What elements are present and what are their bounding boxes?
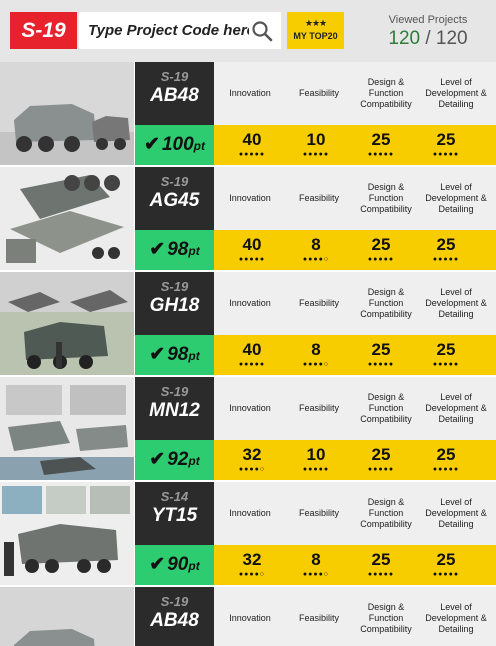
criterion-score <box>345 230 417 270</box>
criterion-score <box>280 335 352 375</box>
criteria-scores <box>214 545 496 585</box>
search-box <box>79 12 281 49</box>
criterion-label: Level of Development & Detailing <box>425 287 487 319</box>
project-row[interactable] <box>0 62 496 165</box>
viewed-projects-title: Viewed Projects <box>388 14 468 26</box>
criterion-score-value: 40 <box>242 130 262 149</box>
rating-dots: ●●●●● <box>238 361 266 368</box>
project-code: YT15 <box>151 505 198 526</box>
criterion-score <box>280 545 352 585</box>
criteria-scores <box>214 335 496 375</box>
criterion-score <box>216 335 288 375</box>
project-thumbnail[interactable] <box>0 482 134 585</box>
criterion-label: Level of Development & Detailing <box>425 497 487 529</box>
series-logo[interactable]: S-19 <box>10 12 77 49</box>
check-icon: ✔ <box>149 344 166 365</box>
criterion-label: Innovation <box>229 508 271 518</box>
criterion-label: Feasibility <box>298 88 339 98</box>
project-code: AG45 <box>149 190 200 211</box>
rating-dots: ●●●●○ <box>302 256 330 263</box>
criterion-label: Design & Function Compatibility <box>360 392 412 424</box>
project-code: AB48 <box>150 85 199 106</box>
viewed-total: 120 <box>435 28 468 49</box>
rating-dots: ●●●●● <box>432 361 460 368</box>
criterion-score-value: 25 <box>436 130 456 149</box>
criteria-header <box>214 167 496 230</box>
criterion-score <box>280 440 352 480</box>
criterion-score-value: 25 <box>371 550 391 569</box>
project-code-box <box>135 62 214 125</box>
criterion-label: Feasibility <box>298 193 339 203</box>
project-code: MN12 <box>149 400 200 421</box>
criterion-score-value: 32 <box>242 550 262 569</box>
project-code-box <box>135 587 214 646</box>
total-score-value: 100 <box>161 134 194 155</box>
criteria-header <box>214 587 496 646</box>
rating-dots: ●●●●○ <box>238 466 266 473</box>
criterion-score-value: 10 <box>306 130 326 149</box>
criterion-score <box>280 230 352 270</box>
criterion-score <box>410 440 482 480</box>
project-code-box <box>135 482 214 545</box>
criterion-score <box>345 440 417 480</box>
rating-dots: ●●●●○ <box>238 571 266 578</box>
project-code-box <box>135 377 214 440</box>
project-thumbnail[interactable] <box>0 587 134 646</box>
criterion-label: Level of Development & Detailing <box>425 392 487 424</box>
criterion-score <box>216 440 288 480</box>
criterion-score <box>410 125 482 165</box>
project-code-box <box>135 167 214 230</box>
criterion-score-value: 8 <box>311 340 321 359</box>
criterion-label: Feasibility <box>298 508 339 518</box>
check-icon: ✔ <box>149 554 166 575</box>
project-thumbnail[interactable] <box>0 62 134 165</box>
project-row[interactable] <box>0 587 496 646</box>
criterion-score <box>410 230 482 270</box>
rating-dots: ●●●●● <box>238 151 266 158</box>
criterion-score <box>345 125 417 165</box>
total-score-value: 98 <box>167 239 189 260</box>
rating-dots: ●●●●● <box>367 151 395 158</box>
viewed-separator: / <box>420 28 436 49</box>
total-score <box>135 125 214 165</box>
total-score-unit: pt <box>188 559 200 573</box>
project-series: S-19 <box>160 279 189 294</box>
viewed-projects <box>372 14 484 50</box>
rating-dots: ●●●●● <box>238 256 266 263</box>
check-icon: ✔ <box>144 134 160 155</box>
criterion-score <box>345 545 417 585</box>
criterion-score-value: 40 <box>242 235 262 254</box>
viewed-projects-count <box>372 28 484 50</box>
total-score-value: 90 <box>167 554 189 575</box>
project-series: S-19 <box>160 594 189 609</box>
criterion-label: Innovation <box>229 88 271 98</box>
project-row[interactable] <box>0 167 496 270</box>
criterion-label: Design & Function Compatibility <box>360 602 412 634</box>
check-icon: ✔ <box>149 449 166 470</box>
rating-dots: ●●●●● <box>302 466 330 473</box>
criterion-label: Level of Development & Detailing <box>425 182 487 214</box>
total-score-value: 92 <box>167 449 189 470</box>
criteria-header <box>214 272 496 335</box>
viewed-current: 120 <box>388 28 421 49</box>
criteria-header <box>214 482 496 545</box>
criterion-score-value: 25 <box>371 340 391 359</box>
criterion-score <box>345 335 417 375</box>
criterion-score-value: 25 <box>371 130 391 149</box>
rating-dots: ●●●●● <box>367 466 395 473</box>
project-thumbnail[interactable] <box>0 377 134 480</box>
criterion-label: Design & Function Compatibility <box>360 287 412 319</box>
criterion-label: Feasibility <box>298 403 339 413</box>
rating-dots: ●●●●● <box>432 256 460 263</box>
criteria-scores <box>214 230 496 270</box>
criteria-scores <box>214 440 496 480</box>
criterion-score-value: 25 <box>436 550 456 569</box>
top-bar <box>0 0 496 62</box>
my-top20-button[interactable] <box>287 12 344 49</box>
criterion-label: Innovation <box>229 403 271 413</box>
project-series: S-19 <box>160 69 189 84</box>
total-score-unit: pt <box>193 139 205 153</box>
rating-dots: ●●●●● <box>432 571 460 578</box>
criterion-score-value: 25 <box>436 445 456 464</box>
criterion-score-value: 25 <box>371 445 391 464</box>
project-series: S-19 <box>160 174 189 189</box>
project-row[interactable] <box>0 272 496 375</box>
criterion-label: Feasibility <box>298 613 339 623</box>
criterion-score <box>216 545 288 585</box>
criterion-label: Feasibility <box>298 298 339 308</box>
project-series: S-19 <box>160 384 189 399</box>
total-score-unit: pt <box>188 454 200 468</box>
criterion-score-value: 8 <box>311 235 321 254</box>
project-series: S-14 <box>160 489 189 504</box>
criterion-score-value: 10 <box>306 445 326 464</box>
total-score <box>135 545 214 585</box>
check-icon: ✔ <box>149 239 166 260</box>
rating-dots: ●●●●● <box>367 571 395 578</box>
criterion-label: Design & Function Compatibility <box>360 182 412 214</box>
criterion-score-value: 25 <box>371 235 391 254</box>
criterion-score-value: 25 <box>436 235 456 254</box>
total-score-unit: pt <box>188 244 200 258</box>
project-row[interactable] <box>0 377 496 480</box>
criterion-label: Innovation <box>229 193 271 203</box>
project-thumbnail[interactable] <box>0 272 134 375</box>
project-code-input[interactable] <box>79 12 249 49</box>
criterion-label: Level of Development & Detailing <box>425 602 487 634</box>
rating-dots: ●●●●● <box>432 466 460 473</box>
total-score <box>135 440 214 480</box>
project-code: AB48 <box>150 610 199 631</box>
criterion-label: Design & Function Compatibility <box>360 77 412 109</box>
criterion-score <box>410 545 482 585</box>
criterion-label: Innovation <box>229 613 271 623</box>
rating-dots: ●●●●● <box>302 151 330 158</box>
total-score-value: 98 <box>167 344 189 365</box>
criterion-score <box>280 125 352 165</box>
project-row[interactable] <box>0 482 496 585</box>
total-score-unit: pt <box>188 349 200 363</box>
my-top20-label: MY TOP20 <box>293 31 338 41</box>
criterion-label: Innovation <box>229 298 271 308</box>
rating-dots: ●●●●● <box>367 361 395 368</box>
stars-icon: ★★★ <box>304 18 327 28</box>
criteria-header <box>214 377 496 440</box>
criterion-score-value: 40 <box>242 340 262 359</box>
criterion-score-value: 32 <box>242 445 262 464</box>
project-code: GH18 <box>149 295 200 316</box>
rating-dots: ●●●●● <box>432 151 460 158</box>
criteria-header <box>214 62 496 125</box>
project-code-box <box>135 272 214 335</box>
criterion-score <box>216 125 288 165</box>
criterion-score-value: 8 <box>311 550 321 569</box>
rating-dots: ●●●●○ <box>302 571 330 578</box>
total-score <box>135 230 214 270</box>
total-score <box>135 335 214 375</box>
search-icon[interactable] <box>251 20 273 42</box>
criterion-score <box>410 335 482 375</box>
criteria-scores <box>214 125 496 165</box>
criterion-score-value: 25 <box>436 340 456 359</box>
rating-dots: ●●●●● <box>367 256 395 263</box>
criterion-label: Level of Development & Detailing <box>425 77 487 109</box>
rating-dots: ●●●●○ <box>302 361 330 368</box>
project-thumbnail[interactable] <box>0 167 134 270</box>
criterion-score <box>216 230 288 270</box>
criterion-label: Design & Function Compatibility <box>360 497 412 529</box>
